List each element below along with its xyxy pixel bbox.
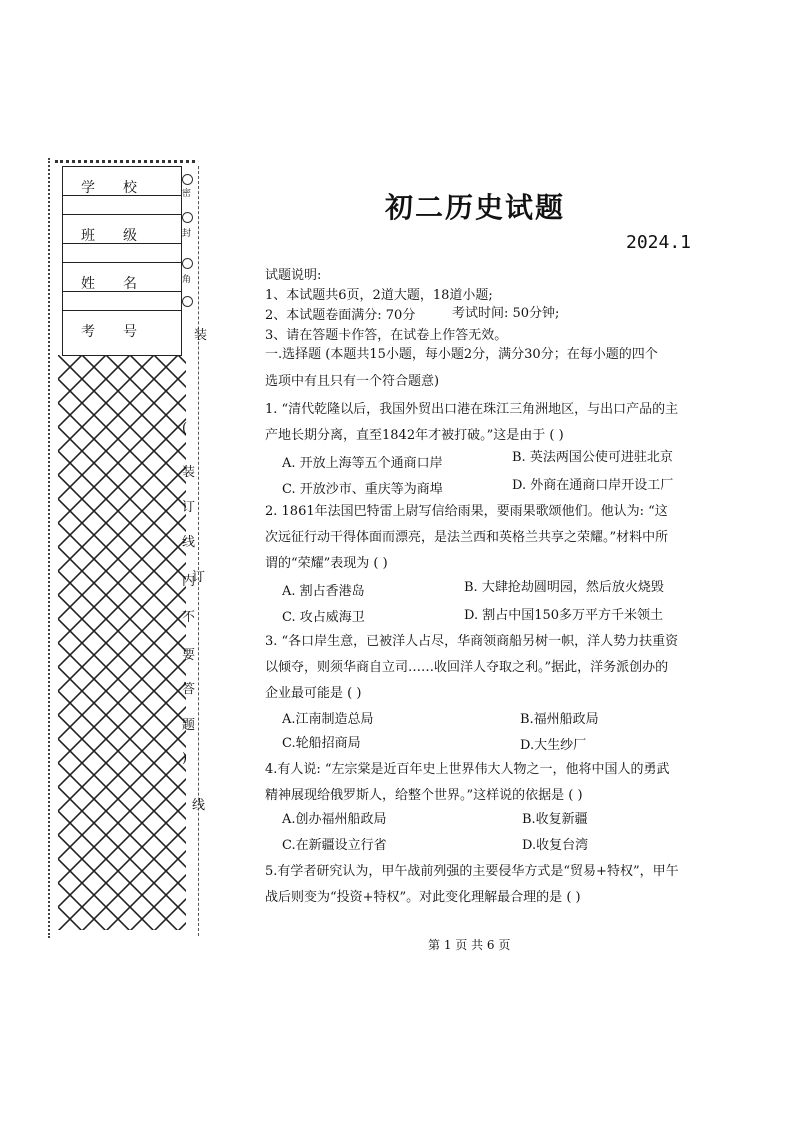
field-line: [63, 243, 181, 244]
question-1-text: 1. “清代乾隆以后，我国外贸出口港在珠江三角洲地区，与出口产品的主: [265, 402, 679, 417]
option-c[interactable]: C.轮船招商局: [282, 736, 361, 751]
side-char: 要: [182, 648, 196, 663]
question-4-text: 精神展现给俄罗斯人，给整个世界。”这样说的依据是 ( ): [265, 788, 583, 803]
option-a[interactable]: A.江南制造总局: [282, 712, 374, 727]
instruction-item: 3、请在答题卡作答，在试卷上作答无效。: [265, 328, 508, 343]
section-heading: 一.选择题 (本题共15小题，每小题2分，满分30分；在每小题的四个: [265, 347, 658, 362]
question-2-text: 2. 1861年法国巴特雷上尉写信给雨果，要雨果歌颂他们。他认为: “这: [265, 504, 668, 519]
option-a[interactable]: A.创办福州船政局: [282, 812, 387, 827]
exam-date: 2024.1: [626, 232, 692, 253]
school-label: 学校: [81, 180, 165, 196]
option-d[interactable]: D.收复台湾: [522, 838, 589, 853]
name-field[interactable]: [63, 263, 181, 311]
exam-time: 考试时间: 50分钟;: [452, 306, 560, 321]
question-5-text: 战后则变为“投资+特权”。对此变化理解最合理的是 ( ): [265, 890, 581, 905]
instructions-heading: 试题说明:: [265, 268, 322, 283]
circle-icon: [182, 258, 193, 269]
side-char: 订: [182, 500, 196, 515]
option-c[interactable]: C.在新疆设立行省: [282, 838, 387, 853]
option-b[interactable]: B.收复新疆: [522, 812, 588, 827]
side-char: 角: [182, 275, 192, 285]
circle-icon: [182, 296, 193, 307]
side-char: 答: [182, 682, 196, 697]
class-label: 班级: [81, 228, 165, 244]
option-a[interactable]: A. 割占香港岛: [282, 584, 365, 599]
option-c[interactable]: C. 开放沙市、重庆等为商埠: [282, 482, 443, 497]
question-1-text: 产地长期分离，直至1842年才被打破。”这是由于 ( ): [265, 428, 564, 443]
side-char: 线: [182, 535, 196, 550]
circle-icon: [182, 174, 193, 185]
binding-side-text: [178, 166, 206, 946]
option-d[interactable]: D.大生纱厂: [520, 738, 587, 753]
option-a[interactable]: A. 开放上海等五个通商口岸: [282, 456, 443, 471]
page-number: 第 1 页 共 6 页: [428, 938, 511, 952]
instruction-item: 1、本试题共6页，2道大题，18道小题;: [265, 288, 493, 303]
side-char: ): [182, 751, 188, 766]
side-char: 不: [182, 610, 196, 625]
option-c[interactable]: C. 攻占威海卫: [282, 610, 365, 625]
side-char: 装: [194, 328, 208, 343]
option-b[interactable]: B.福州船政局: [520, 712, 599, 727]
field-line: [63, 291, 181, 292]
exam-number-label: 考号: [81, 324, 165, 340]
student-info-box: [62, 166, 182, 356]
side-char: 装: [182, 465, 196, 480]
side-char: 封: [182, 229, 192, 239]
option-b[interactable]: B. 英法两国公使可进驻北京: [512, 450, 673, 465]
lattice-pattern: [58, 355, 186, 930]
question-2-text: 次远征行动干得体面而漂亮，是法兰西和英格兰共享之荣耀。”材料中所: [265, 530, 669, 545]
field-line: [63, 195, 181, 196]
exam-number-field[interactable]: [63, 311, 181, 359]
side-char: 线: [192, 798, 206, 813]
option-d[interactable]: D. 外商在通商口岸开设工厂: [512, 478, 674, 493]
section-heading-cont: 选项中有且只有一个符合题意): [265, 374, 440, 389]
school-field[interactable]: [63, 167, 181, 215]
side-char: 题: [182, 718, 196, 733]
option-d[interactable]: D. 割占中国150多万平方千米领土: [464, 608, 664, 623]
question-3-text: 企业最可能是 ( ): [265, 686, 362, 701]
question-2-text: 谓的“荣耀”表现为 ( ): [265, 556, 388, 571]
side-char: 内: [182, 574, 196, 589]
page-title: 初二历史试题: [385, 191, 566, 224]
side-char: 订: [192, 570, 206, 585]
class-field[interactable]: [63, 215, 181, 263]
name-label: 姓名: [81, 276, 165, 292]
circle-icon: [182, 212, 193, 223]
question-3-text: 3. “各口岸生意，已被洋人占尽，华商领商船另树一帜，洋人势力扶重资: [265, 634, 679, 649]
question-4-text: 4.有人说: “左宗棠是近百年史上世界伟大人物之一，他将中国人的勇武: [265, 762, 670, 777]
question-3-text: 以倾夺，则须华商自立司……收回洋人夺取之利。”据此，洋务派创办的: [265, 660, 669, 675]
instruction-item: 2、本试题卷面满分: 70分: [265, 308, 416, 323]
question-5-text: 5.有学者研究认为，甲午战前列强的主要侵华方式是“贸易+特权”，甲午: [265, 864, 679, 879]
side-char: 密: [182, 189, 192, 199]
option-b[interactable]: B. 大肆抢劫圆明园，然后放火烧毁: [464, 580, 664, 595]
side-char: (: [182, 421, 188, 436]
